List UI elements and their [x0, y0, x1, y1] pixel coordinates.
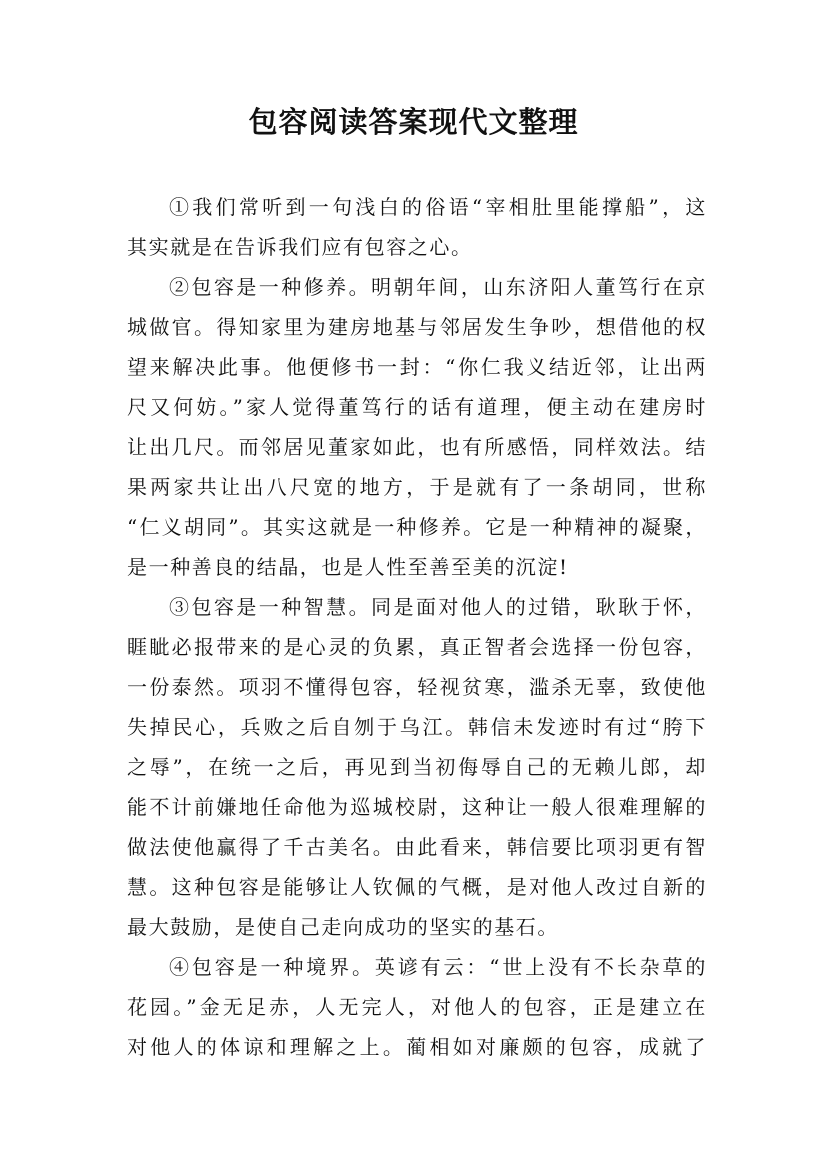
- paragraph-line: ①我们常听到一句浅白的俗语“宰相肚里能撑船”，这: [169, 195, 707, 219]
- paragraph-3: [127, 591, 707, 951]
- paragraph-2: [127, 271, 707, 591]
- paragraph-line: 失掉民心，兵败之后自刎于乌江。韩信未发迹时有过“胯下: [127, 715, 707, 739]
- paragraph-line: 之辱”，在统一之后，再见到当初侮辱自己的无赖儿郎，却: [127, 755, 707, 779]
- paragraph-line: 让出几尺。而邻居见董家如此，也有所感悟，同样效法。结: [127, 435, 707, 459]
- paragraph-4: [127, 951, 707, 1071]
- paragraph-line: 是一种善良的结晶，也是人性至善至美的沉淀!: [127, 555, 569, 579]
- paragraph-line: 城做官。得知家里为建房地基与邻居发生争吵，想借他的权: [127, 315, 707, 339]
- paragraph-line: 其实就是在告诉我们应有包容之心。: [127, 235, 473, 259]
- paragraph-line: 慧。这种包容是能够让人钦佩的气概，是对他人改过自新的: [127, 875, 707, 899]
- paragraph-line: 做法使他赢得了千古美名。由此看来，韩信要比项羽更有智: [127, 835, 707, 859]
- paragraph-line: 最大鼓励，是使自己走向成功的坚实的基石。: [127, 915, 559, 939]
- document-title: 包容阅读答案现代文整理: [248, 105, 579, 139]
- paragraph-line: 睚眦必报带来的是心灵的负累，真正智者会选择一份包容，: [127, 635, 707, 659]
- paragraph-line: 果两家共让出八尺宽的地方，于是就有了一条胡同，世称: [127, 475, 707, 499]
- paragraph-line: 对他人的体谅和理解之上。蔺相如对廉颇的包容，成就了: [127, 1035, 707, 1059]
- paragraph-line: “仁义胡同”。其实这就是一种修养。它是一种精神的凝聚，: [127, 515, 707, 539]
- paragraph-line: ②包容是一种修养。明朝年间，山东济阳人董笃行在京: [169, 275, 707, 299]
- paragraph-line: ③包容是一种智慧。同是面对他人的过错，耿耿于怀，: [169, 595, 707, 619]
- document-body: [127, 191, 707, 1071]
- paragraph-line: 能不计前嫌地任命他为巡城校尉，这种让一般人很难理解的: [127, 795, 707, 819]
- paragraph-line: 花园。”金无足赤，人无完人，对他人的包容，正是建立在: [127, 995, 707, 1019]
- paragraph-line: ④包容是一种境界。英谚有云：“世上没有不长杂草的: [169, 955, 707, 979]
- paragraph-1: [127, 191, 707, 271]
- paragraph-line: 一份泰然。项羽不懂得包容，轻视贫寒，滥杀无辜，致使他: [127, 675, 707, 699]
- paragraph-line: 尺又何妨。”家人觉得董笃行的话有道理，便主动在建房时: [127, 395, 707, 419]
- paragraph-line: 望来解决此事。他便修书一封：“你仁我义结近邻，让出两: [127, 355, 707, 379]
